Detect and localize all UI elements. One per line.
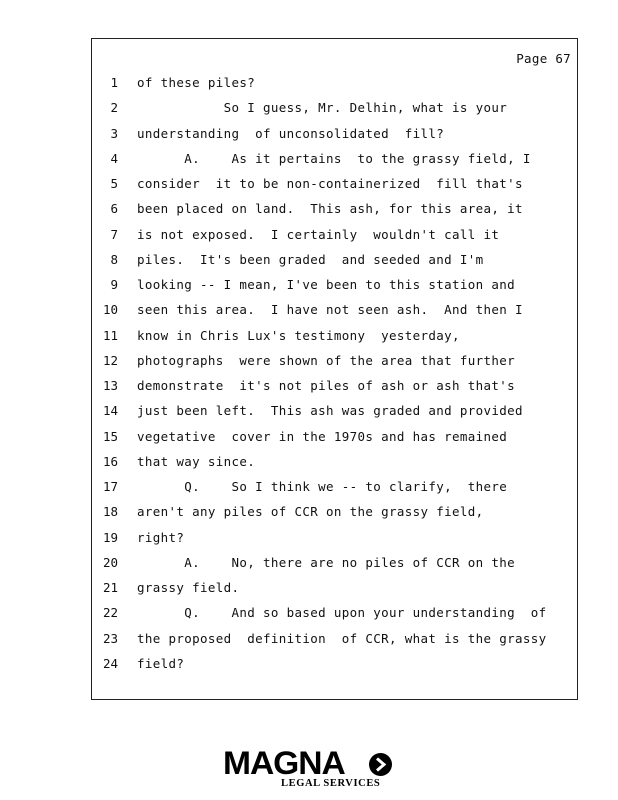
line-text: been placed on land. This ash, for this area, it (137, 201, 523, 217)
line-number: 19 (102, 529, 118, 545)
transcript-line (92, 632, 577, 657)
transcript-line (92, 127, 577, 152)
transcript-line (92, 101, 577, 126)
line-number: 13 (102, 378, 118, 393)
line-text: demonstrate it's not piles of ash or ash that's (137, 378, 516, 393)
transcript-line (92, 404, 577, 429)
logo-subtext: LEGAL SERVICES (281, 778, 381, 789)
chevron-right-circle-icon (368, 752, 393, 777)
line-text: is not exposed. I certainly wouldn't call it (137, 226, 500, 242)
line-text: seen this area. I have not seen ash. And then I (137, 302, 523, 318)
line-text: just been left. This ash was graded and provided (137, 403, 523, 419)
line-text: grassy field. (137, 580, 240, 595)
line-number: 21 (102, 580, 118, 595)
line-number: 7 (110, 226, 118, 242)
line-number: 24 (102, 655, 118, 671)
line-text: of these piles? (137, 75, 256, 90)
transcript-line (92, 177, 577, 202)
transcript-line (92, 202, 577, 227)
line-number: 8 (110, 251, 118, 267)
magna-logo (223, 745, 403, 793)
line-text: right? (137, 529, 185, 545)
line-text: photographs were shown of the area that further (137, 352, 516, 368)
line-text: A. No, there are no piles of CCR on the (137, 554, 516, 570)
transcript-line (92, 354, 577, 379)
transcript-line (92, 329, 577, 354)
line-text: aren't any piles of CCR on the grassy field, (137, 504, 484, 520)
line-text: looking -- I mean, I've been to this station and (137, 277, 516, 292)
page-number: Page 67 (516, 51, 571, 66)
transcript-page (91, 38, 578, 700)
line-text: So I guess, Mr. Delhin, what is your (137, 100, 508, 116)
line-number: 4 (110, 150, 118, 166)
line-text: field? (137, 655, 185, 671)
transcript-line (92, 480, 577, 505)
line-number: 17 (102, 479, 118, 494)
transcript-line (92, 76, 577, 101)
transcript-line (92, 581, 577, 606)
line-text: A. As it pertains to the grassy field, I (137, 150, 531, 166)
line-number: 18 (102, 504, 118, 520)
line-text: understanding of unconsolidated fill? (137, 125, 445, 141)
line-number: 14 (102, 403, 118, 419)
line-number: 16 (102, 453, 118, 469)
transcript-line (92, 303, 577, 328)
line-number: 12 (102, 352, 118, 368)
line-text: Q. And so based upon your understanding of (137, 605, 547, 621)
line-number: 5 (110, 176, 118, 191)
transcript-line (92, 606, 577, 631)
line-number: 2 (110, 100, 118, 116)
line-text: the proposed definition of CCR, what is the grassy (137, 630, 547, 646)
logo-wordmark: MAGNA (223, 745, 345, 781)
transcript-line (92, 531, 577, 556)
line-number: 20 (102, 554, 118, 570)
transcript-line (92, 657, 577, 682)
line-number: 11 (102, 327, 118, 343)
line-number: 1 (110, 75, 118, 90)
line-text: Q. So I think we -- to clarify, there (137, 479, 508, 494)
line-text: consider it to be non-containerized fill that's (137, 176, 523, 191)
line-number: 6 (110, 201, 118, 217)
transcript-lines (92, 76, 577, 682)
transcript-line (92, 278, 577, 303)
transcript-line (92, 228, 577, 253)
line-number: 10 (102, 302, 118, 318)
line-number: 3 (110, 125, 118, 141)
transcript-line (92, 152, 577, 177)
line-number: 15 (102, 428, 118, 444)
transcript-line (92, 556, 577, 581)
transcript-line (92, 253, 577, 278)
transcript-line (92, 455, 577, 480)
line-number: 22 (102, 605, 118, 621)
line-text: piles. It's been graded and seeded and I'm (137, 251, 484, 267)
line-number: 9 (110, 277, 118, 292)
footer (0, 745, 618, 795)
line-text: know in Chris Lux's testimony yesterday, (137, 327, 460, 343)
transcript-line (92, 505, 577, 530)
transcript-line (92, 430, 577, 455)
transcript-line (92, 379, 577, 404)
line-text: vegetative cover in the 1970s and has remained (137, 428, 508, 444)
line-text: that way since. (137, 453, 256, 469)
line-number: 23 (102, 630, 118, 646)
